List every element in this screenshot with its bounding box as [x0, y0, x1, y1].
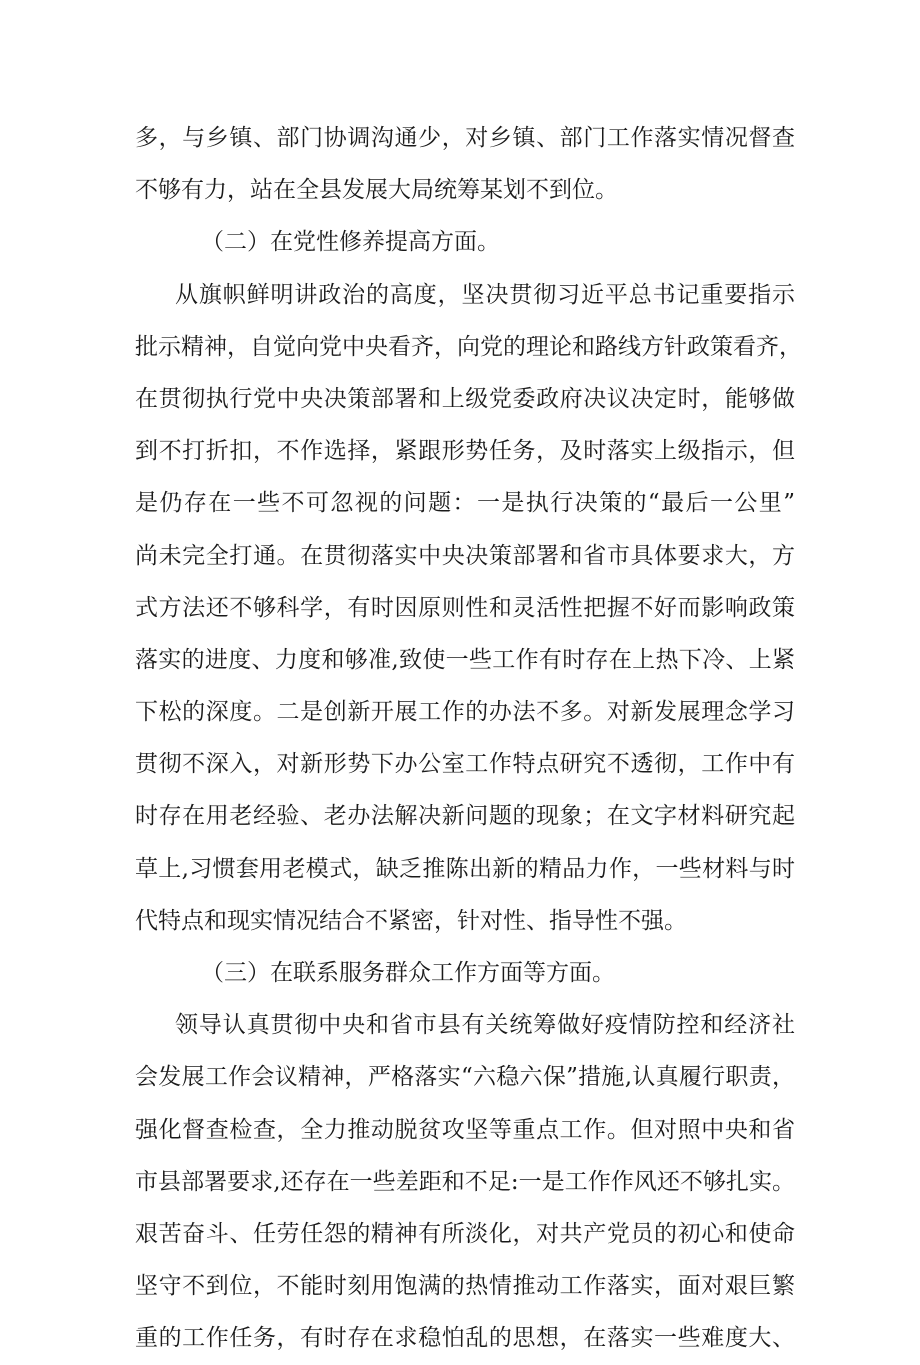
section-heading: （二）在党性修养提高方面。 — [201, 229, 500, 256]
text-line: 尚未完全打通。在贯彻落实中央决策部署和省市具体要求大，方 — [135, 542, 795, 569]
text-line: 艰苦奋斗、任劳任怨的精神有所淡化，对共产党员的初心和使命 — [135, 1220, 795, 1247]
text-line: 贯彻不深入，对新形势下办公室工作特点研究不透彻，工作中有 — [135, 751, 795, 778]
text-line: 式方法还不够科学，有时因原则性和灵活性把握不好而影响政策 — [135, 594, 795, 621]
text-line: 在贯彻执行党中央决策部署和上级党委政府决议决定时，能够做 — [135, 385, 795, 412]
text-line: 会发展工作会议精神，严格落实“六稳六保”措施,认真履行职责， — [135, 1064, 795, 1091]
text-line: 领导认真贯彻中央和省市县有关统筹做好疫情防控和经济社 — [175, 1012, 795, 1039]
text-line: 强化督查检查，全力推动脱贫攻坚等重点工作。但对照中央和省 — [135, 1116, 795, 1143]
text-line: 市县部署要求,还存在一些差距和不足:一是工作作风还不够扎实。 — [135, 1168, 795, 1195]
text-line: 时存在用老经验、老办法解决新问题的现象；在文字材料研究起 — [135, 803, 795, 830]
text-line: 落实的进度、力度和够准,致使一些工作有时存在上热下冷、上紧 — [135, 646, 795, 673]
text-line: 代特点和现实情况结合不紧密，针对性、指导性不强。 — [135, 907, 687, 934]
text-line: 到不打折扣，不作选择，紧跟形势任务，及时落实上级指示，但 — [135, 438, 795, 465]
text-line: 不够有力，站在全县发展大局统筹某划不到位。 — [135, 177, 618, 204]
text-line: 下松的深度。二是创新开展工作的办法不多。对新发展理念学习 — [135, 699, 795, 726]
document-body — [135, 112, 802, 1365]
section-heading: （三）在联系服务群众工作方面等方面。 — [201, 960, 615, 986]
text-line: 草上,习惯套用老模式，缺乏推陈出新的精品力作，一些材料与时 — [135, 855, 795, 882]
text-line: 坚守不到位，不能时刻用饱满的热情推动工作落实，面对艰巨繁 — [135, 1273, 795, 1300]
text-line: 从旗帜鲜明讲政治的高度，坚决贯彻习近平总书记重要指示 — [175, 281, 795, 308]
text-line: 多，与乡镇、部门协调沟通少，对乡镇、部门工作落实情况督查 — [135, 125, 795, 151]
text-line: 是仍存在一些不可忽视的问题：一是执行决策的“最后一公里” — [135, 490, 795, 517]
text-line: 重的工作任务，有时存在求稳怕乱的思想，在落实一些难度大、 — [135, 1325, 795, 1352]
text-line: 批示精神，自觉向党中央看齐，向党的理论和路线方针政策看齐， — [135, 333, 802, 360]
